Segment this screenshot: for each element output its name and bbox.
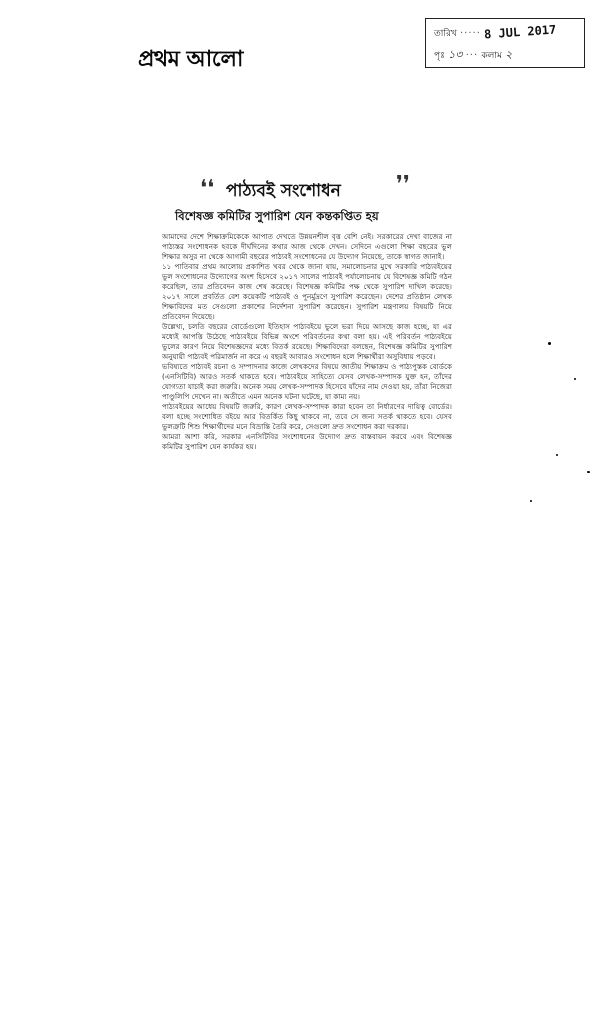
stamp-column-label: কলাম xyxy=(481,51,502,61)
stamp-date-value: 8 JUL 2017 xyxy=(483,22,557,42)
scan-speck xyxy=(574,378,576,380)
article-headline: পাঠ্যবই সংশোধন xyxy=(226,181,341,201)
article-paragraph: পাঠ্যবইয়ের আধেয় বিষয়টি জরুরি, কারণ লেখক-সম্পাদক কারা হবেন তা নির্ধারণের দায়িত্ব বোর্ডের। বলা হচ্ছে সংশোধিত বইয়ে আর বিতর্কিত কিছু থাকবে না, তবে সে জন্য সতর্ক থাকতে হবে। যেসব ভুলত্রুটি শিশু শিক্ষার্থীদের মনে বিভ্রান্তি তৈরি করে, সেগুলো দ্রুত সংশোধন করা দরকার। xyxy=(162,402,452,431)
scan-speck xyxy=(548,342,551,345)
stamp-dots-2: ··· xyxy=(465,50,479,61)
article-subheadline: বিশেষজ্ঞ কমিটির সুপারিশ যেন কন্তকপ্তিত হয় xyxy=(175,209,379,223)
article-paragraph: উল্লেখ্য, চলতি বছরের বোর্ডেগুলো ইতিহাস পাঠ্যবইয়ে ভুলে ভরা দিয়ে আসছে কাজ হচ্ছে, যা এর মধ্যেই আপত্তি উঠেছে পাঠ্যবইয়ে বিভিন্ন অংশে পরিবর্তনের কথা বলা হয়। এই পরিবর্তন পাঠ্যবইয়ে ভুলের কারণ নিয়ে বিশেষজ্ঞদের মধ্যে বিতর্ক রয়েছে। শিক্ষাবিদেরা বলছেন, বিশেষজ্ঞ কমিটির সুপারিশ অনুযায়ী পাঠ্যবই পরিমার্জন না করে এ বছরই আবারও সংশোধন হলে শিক্ষার্থীরা অসুবিধায় পড়বে। xyxy=(162,322,452,361)
stamp-page-label: পৃঃ xyxy=(434,51,445,61)
stamp-date-label: তারিখ xyxy=(434,29,457,39)
article-paragraph: ভবিষ্যতে পাঠ্যবই রচনা ও সম্পাদনার কাজে লেখকদের বিষয়ে জাতীয় শিক্ষাক্রম ও পাঠ্যপুস্তক বোর্ডকে (এনসিটিবি) আরও সতর্ক থাকতে হবে। পাঠ্যবইয়ে সাহিত্যে যেসব লেখক-সম্পাদক যুক্ত হন, তাঁদের যোগ্যতা যাচাই করা জরুরি। অনেক সময় লেখক-সম্পাদক হিসেবে যাঁদের নাম দেওয়া হয়, তাঁরা নিজেরা পাণ্ডুলিপি দেখেন না। অতীতে এমন অনেক ঘটনা ঘটেছে, যা কাম্য নয়। xyxy=(162,362,452,401)
scan-speck xyxy=(530,500,532,502)
newspaper-masthead: প্রথম আলো xyxy=(138,46,243,72)
stamp-page-value: ১৩ xyxy=(448,48,463,61)
article-paragraph: আমরা আশা করি, সরকার এনসিটিবির সংশোধনের উদ্যোগ দ্রুত বাস্তবায়ন করবে এবং বিশেষজ্ঞ কমিটির সুপারিশ যেন কার্যকর হয়। xyxy=(162,432,452,451)
article-paragraph: আমাদের দেশে শিক্ষাক্রমিকেকে আপাত দেখতে উন্নয়নশীল বৃত্ত বেশি নেই। সরকারের দেখা বাজের না পাঠ্যস্তর সংশোধনক হবকে দীর্ঘদিনের কথার আজ থেকে দেখন। সেদিনে এগুলো শিক্ষা বছরের ভুল শিক্ষার অসুর না থেকে আগামী বছরের পাঠ্যবই সংশোধনের যে উদ্যোগ নিয়েছে, তাকে স্বাগত জানাই। xyxy=(162,232,452,261)
scan-speck xyxy=(587,471,590,473)
article-paragraph: ১১ পাতিবার প্রথম আলোয় প্রকাশিত খবর থেকে জানা যায়, সমালোচনার মুখে সরকারি পাঠ্যবইয়ের ভুল সংশোধনের উদ্যোগের অংশ হিসেবে ২০১৭ সালের পাঠ্যবই পর্যালোচনায় যে বিশেষজ্ঞ কমিটি গঠন করেছিল, তার প্রতিবেদন কাজ শেষ করেছে। বিশেষজ্ঞ কমিটির পক্ষ থেকে সুপারিশ দাখিল করেছে। ২০১৭ সালে প্রবর্তিত বেশ কয়েকটি পাঠ্যবই ও পুনর্মুদ্রণে সুপারিশ করেছেন। দেশের প্রতিষ্ঠান লেখক শিক্ষাবিদের মত সেগুলো প্রকাশের নির্দেশনা সুপারিশ করেছেন। সুপারিশ মন্ত্রণালয় বিষয়টি নিয়ে প্রতিবেদন দিয়েছে। xyxy=(162,262,452,321)
headline-quote-left: ❛❛ xyxy=(200,176,215,201)
article-body xyxy=(162,232,452,452)
stamp-column-value: ২ xyxy=(505,48,513,61)
scan-speck xyxy=(556,454,558,456)
headline-quote-right: ❜❜ xyxy=(395,172,410,197)
stamp-dots: ····· xyxy=(460,28,481,39)
